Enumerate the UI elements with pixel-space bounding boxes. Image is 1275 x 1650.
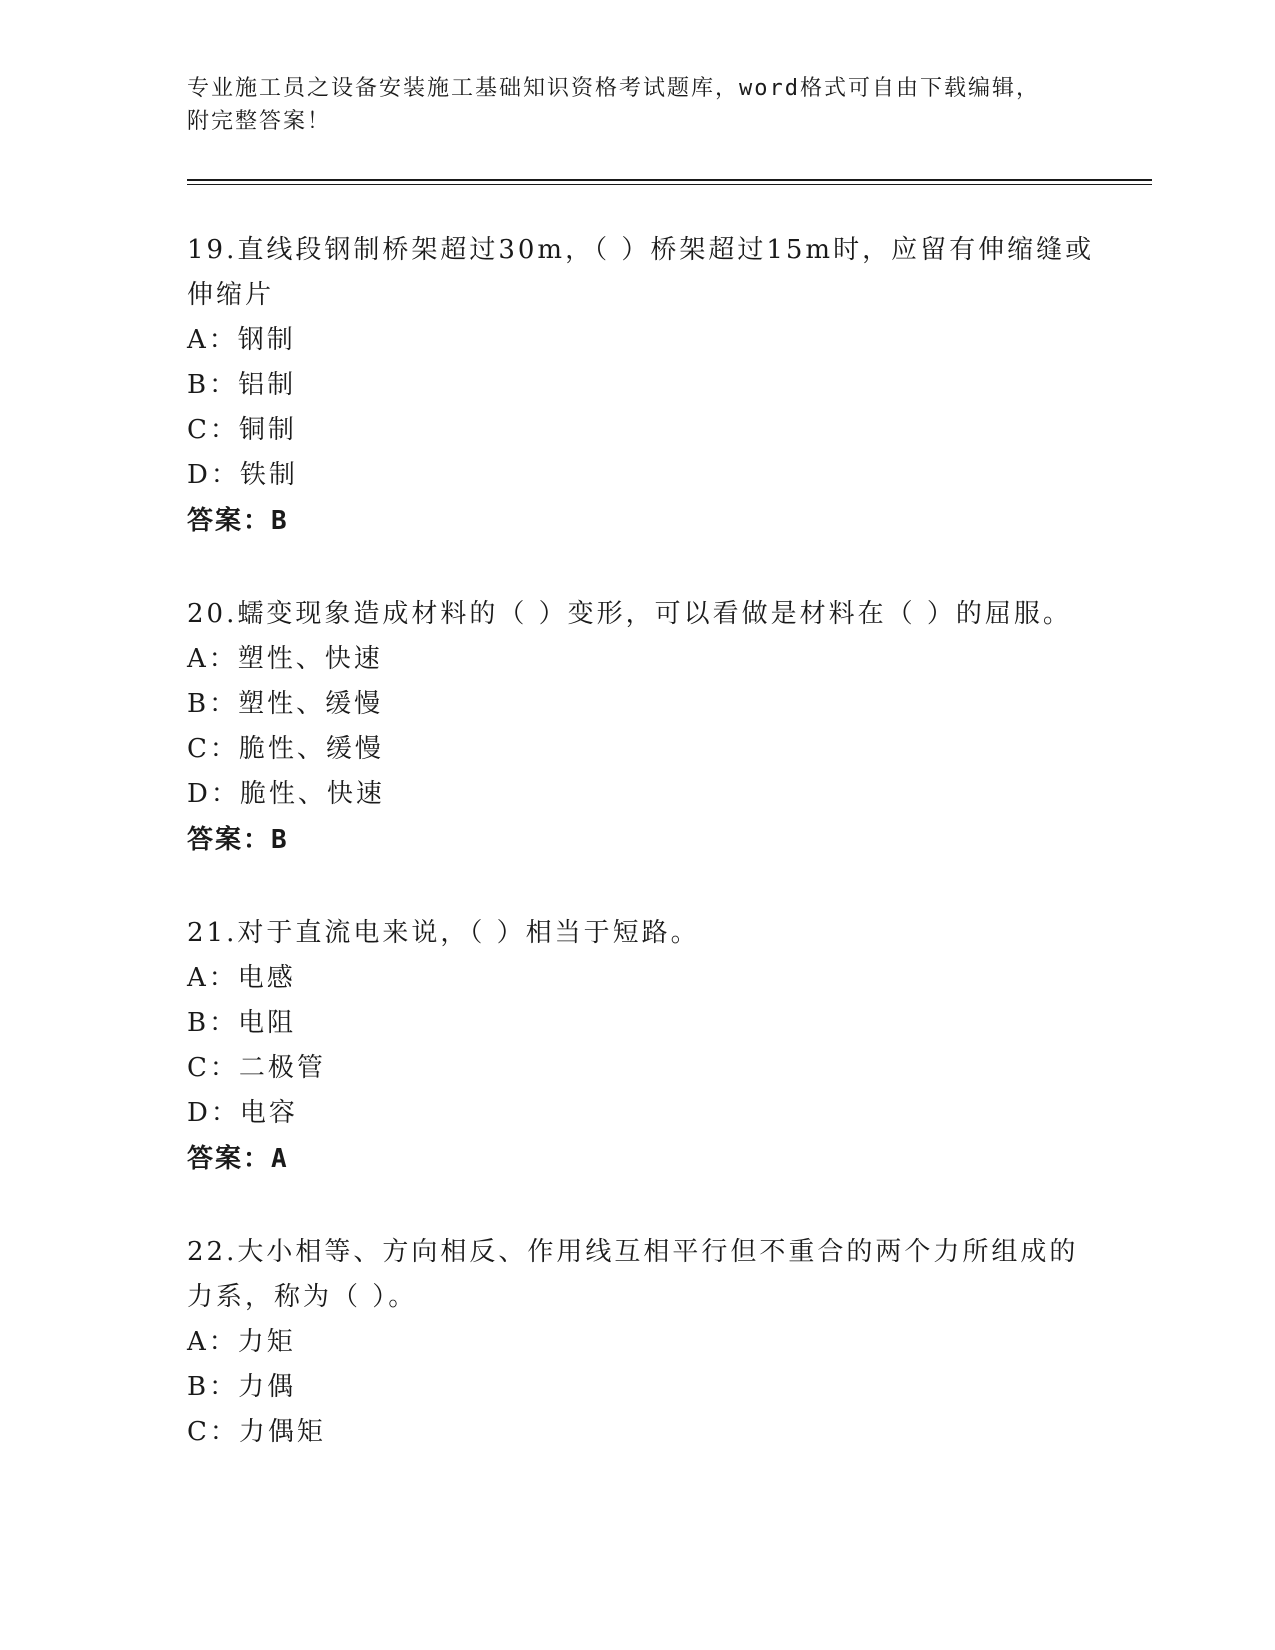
question-stem-line-1: 22.大小相等、方向相反、作用线互相平行但不重合的两个力所组成的 (187, 1237, 1079, 1267)
option-d: D：铁制 (187, 460, 298, 490)
question-22 (187, 1230, 1087, 1455)
option-c: C：铜制 (187, 415, 297, 445)
answer-line: 答案：A (187, 1144, 289, 1174)
option-c: C：二极管 (187, 1053, 326, 1083)
question-20 (187, 592, 1087, 863)
question-stem (187, 592, 1087, 637)
header-line-2: 附完整答案！ (187, 109, 332, 134)
question-stem-line-2: 伸缩片 (187, 280, 275, 310)
answer-line: 答案：B (187, 506, 289, 536)
option-b: B：塑性、缓慢 (187, 689, 384, 719)
option-c: C：脆性、缓慢 (187, 734, 384, 764)
header-line-1: 专业施工员之设备安装施工基础知识资格考试题库，word格式可自由下载编辑， (187, 76, 1040, 101)
option-b: B：电阻 (187, 1008, 297, 1038)
question-stem-line-1: 20.蠕变现象造成材料的（ ）变形，可以看做是材料在（ ）的屈服。 (187, 599, 1072, 629)
answer-line: 答案：B (187, 825, 289, 855)
option-d: D：电容 (187, 1098, 298, 1128)
question-19 (187, 228, 1095, 544)
question-stem (187, 1230, 1087, 1320)
option-a: A：钢制 (187, 325, 296, 355)
header-divider-thick (187, 179, 1152, 181)
option-d: D：脆性、快速 (187, 779, 385, 809)
question-stem (187, 911, 1087, 956)
header-divider-thin (187, 184, 1152, 185)
option-c: C：力偶矩 (187, 1417, 326, 1447)
question-stem-line-1: 21.对于直流电来说，（ ）相当于短路。 (187, 918, 700, 948)
option-b: B：铝制 (187, 370, 297, 400)
question-stem-line-2: 力系，称为（ ）。 (187, 1282, 418, 1312)
question-21 (187, 911, 1087, 1182)
question-stem (187, 228, 1095, 318)
option-b: B：力偶 (187, 1372, 297, 1402)
question-stem-line-1: 19.直线段钢制桥架超过30m，（ ）桥架超过15m时，应留有伸缩缝或 (187, 235, 1095, 265)
option-a: A：力矩 (187, 1327, 296, 1357)
option-a: A：塑性、快速 (187, 644, 383, 674)
document-header (187, 72, 1087, 138)
option-a: A：电感 (187, 963, 296, 993)
